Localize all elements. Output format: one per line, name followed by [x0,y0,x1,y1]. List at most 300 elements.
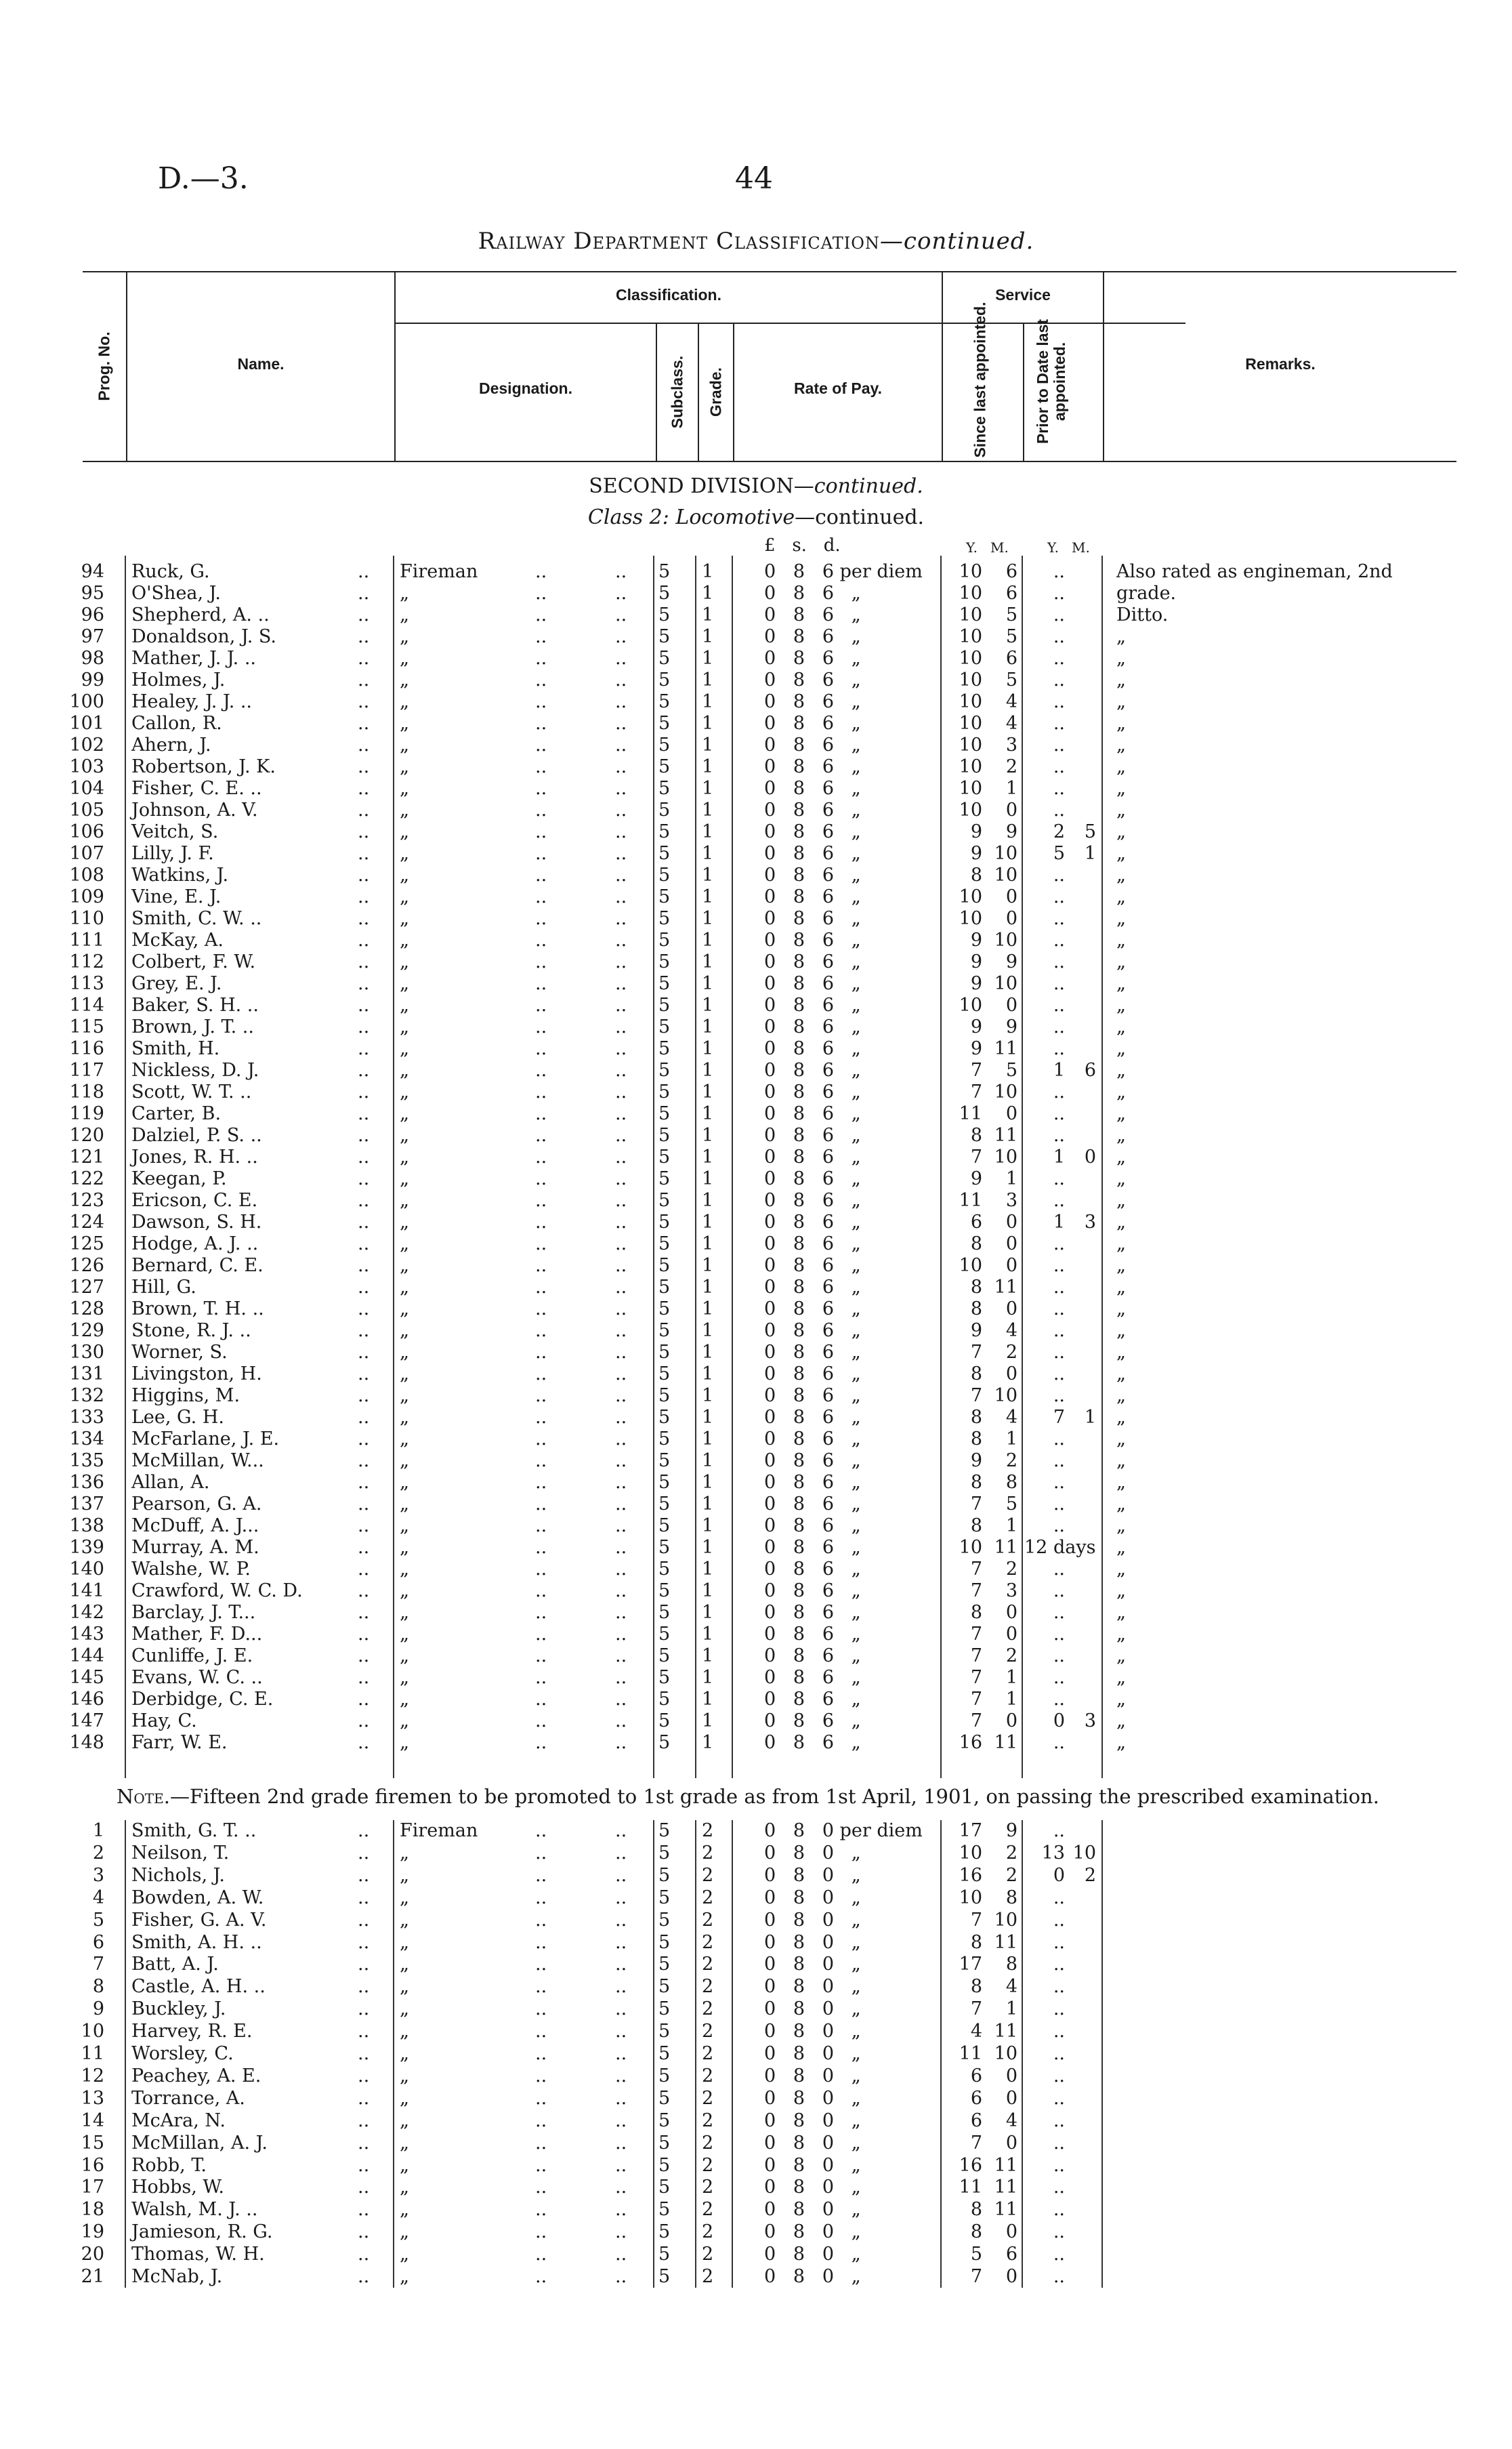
rate-of-pay: 0 8 0 „ [764,2199,861,2221]
leader-dots: .. [615,800,627,821]
rate-of-pay: 0 8 6 „ [764,583,861,604]
grade: 2 [702,2043,714,2064]
rate-of-pay: 0 8 0 „ [764,2177,861,2198]
person-name: Hodge, A. J. .. [131,1233,259,1254]
prior-months: 1 [1084,1407,1096,1428]
subclass: 5 [658,1645,671,1666]
rate-of-pay: 0 8 6 „ [764,1580,861,1601]
col-classification: Classification. [616,286,721,304]
since-months: 5 [1005,1060,1017,1081]
since-years: 10 [959,626,982,647]
leader-dots: .. [535,1016,547,1037]
subclass: 5 [658,2221,671,2243]
subclass: 5 [658,1602,671,1623]
rate-of-pay: 0 8 6 „ [764,908,861,929]
prior-units: Y. M. [1047,539,1090,556]
remarks: „ [1116,1038,1126,1059]
table-row [0,2021,1512,2042]
subclass: 5 [658,1732,671,1753]
designation: „ [400,2177,409,2198]
leader-dots: .. [535,2065,547,2086]
leader-dots: .. [358,1125,370,1146]
subclass: 5 [658,1277,671,1298]
person-name: Watkins, J. [131,865,229,886]
subclass: 5 [658,1147,671,1168]
person-name: Mather, F. D... [131,1624,263,1645]
remarks: „ [1116,1342,1126,1363]
grade: 1 [702,1710,714,1731]
leader-dots: .. [358,1820,370,1841]
leader-dots: .. [615,1820,627,1841]
designation: „ [400,800,409,821]
row-number: 128 [69,1298,104,1319]
designation: „ [400,2065,409,2086]
table-row [0,843,1512,865]
prior-years: .. [1053,648,1065,669]
rate-of-pay: 0 8 6 „ [764,1407,861,1428]
designation: „ [400,908,409,929]
rate-of-pay: 0 8 6 „ [764,626,861,647]
since-months: 1 [1005,1689,1017,1710]
leader-dots: .. [358,1342,370,1363]
leader-dots: .. [358,1082,370,1103]
grade: 1 [702,1624,714,1645]
leader-dots: .. [535,1385,547,1406]
subclass: 5 [658,604,671,625]
rate-of-pay: 0 8 6 „ [764,1212,861,1233]
since-months: 6 [1005,583,1017,604]
since-months: 0 [1005,1255,1017,1276]
prior-months: 3 [1084,1212,1096,1233]
leader-dots: .. [358,1954,370,1975]
subclass: 5 [658,821,671,842]
grade: 1 [702,1515,714,1536]
grade: 1 [702,604,714,625]
since-months: 0 [1005,1233,1017,1254]
subclass: 5 [658,713,671,734]
since-years: 10 [959,778,982,799]
table-row [0,1887,1512,1909]
row-number: 21 [81,2266,104,2287]
since-months: 9 [1005,1016,1017,1037]
row-number: 112 [69,951,104,972]
subclass: 5 [658,1515,671,1536]
rate-of-pay: 0 8 0 „ [764,1931,861,1953]
subclass: 5 [658,1887,671,1908]
designation: „ [400,2199,409,2221]
leader-dots: .. [358,2110,370,2131]
grade: 1 [702,1732,714,1753]
prior-years: .. [1053,800,1065,821]
leader-dots: .. [615,1407,627,1428]
prior-years: .. [1053,691,1065,712]
table-row [0,1472,1512,1494]
subclass: 5 [658,865,671,886]
designation: „ [400,1954,409,1975]
rate-of-pay: 0 8 0 „ [764,2065,861,2086]
table-row [0,778,1512,800]
table-row [0,1710,1512,1732]
since-months: 5 [1005,626,1017,647]
subclass: 5 [658,843,671,864]
rate-of-pay: 0 8 6 „ [764,1732,861,1753]
designation: „ [400,1103,409,1124]
rate-of-pay: 0 8 6 „ [764,1038,861,1059]
document-id: D.—3. [158,161,249,196]
row-number: 120 [69,1125,104,1146]
leader-dots: .. [535,1602,547,1623]
person-name: Brown, J. T. .. [131,1016,254,1037]
leader-dots: .. [615,1537,627,1558]
designation: „ [400,951,409,972]
table-row [0,1537,1512,1559]
leader-dots: .. [535,2154,547,2176]
leader-dots: .. [535,886,547,907]
prior-years: .. [1053,2177,1065,2198]
since-years: 8 [970,2221,982,2243]
leader-dots: .. [535,1667,547,1688]
grade: 1 [702,713,714,734]
remarks: „ [1116,1125,1126,1146]
prior-years: .. [1053,2087,1065,2109]
prior-years: .. [1053,626,1065,647]
since-years: 7 [970,1909,982,1931]
remarks: „ [1116,1732,1126,1753]
leader-dots: .. [615,756,627,777]
table-row [0,1843,1512,1864]
prior-years: .. [1053,930,1065,951]
grade: 2 [702,2065,714,2086]
leader-dots: .. [358,1559,370,1580]
table-row [0,1125,1512,1147]
rate-of-pay: 0 8 6 „ [764,1233,861,1254]
rate-of-pay: 0 8 6 „ [764,1342,861,1363]
since-months: 8 [1005,1887,1017,1908]
leader-dots: .. [615,1016,627,1037]
designation: „ [400,865,409,886]
since-months: 6 [1005,2244,1017,2265]
prior-years: .. [1053,1298,1065,1319]
grade: 1 [702,691,714,712]
rate-of-pay: 0 8 6 „ [764,1168,861,1189]
leader-dots: .. [358,1998,370,2020]
person-name: Barclay, J. T... [131,1602,256,1623]
prior-years: .. [1053,1168,1065,1189]
prior-years: .. [1053,2221,1065,2243]
remarks: „ [1116,1190,1126,1211]
rate-of-pay: 0 8 6 „ [764,1537,861,1558]
table-row [0,865,1512,886]
leader-dots: .. [535,1494,547,1515]
since-months: 11 [994,2154,1017,2176]
rate-of-pay: 0 8 6 „ [764,973,861,994]
since-years: 8 [970,1515,982,1536]
table-row [0,1998,1512,2020]
table-row [0,561,1512,583]
leader-dots: .. [615,1580,627,1601]
table-row [0,1016,1512,1038]
rate-of-pay: 0 8 6 „ [764,1645,861,1666]
row-number: 116 [69,1038,104,1059]
row-number: 117 [69,1060,104,1081]
person-name: Keegan, P. [131,1168,227,1189]
grade: 1 [702,670,714,691]
grade: 1 [702,1407,714,1428]
leader-dots: .. [615,626,627,647]
division-heading [0,474,1512,498]
grade: 2 [702,1976,714,1998]
remarks: „ [1116,1168,1126,1189]
leader-dots: .. [358,1450,370,1471]
since-months: 2 [1005,1645,1017,1666]
leader-dots: .. [358,1931,370,1953]
col-remarks: Remarks. [1245,355,1316,373]
grade: 1 [702,1385,714,1406]
remarks: „ [1116,1667,1126,1688]
rate-of-pay: 0 8 0 „ [764,2266,861,2287]
since-months: 11 [994,2021,1017,2042]
person-name: Murray, A. M. [131,1537,259,1558]
person-name: Dalziel, P. S. .. [131,1125,262,1146]
row-number: 144 [69,1645,104,1666]
grade: 1 [702,800,714,821]
since-months: 3 [1005,735,1017,756]
leader-dots: .. [615,648,627,669]
prior-years: .. [1053,1909,1065,1931]
leader-dots: .. [358,930,370,951]
row-number: 125 [69,1233,104,1254]
since-months: 11 [994,1732,1017,1753]
leader-dots: .. [535,1954,547,1975]
subclass: 5 [658,2199,671,2221]
since-months: 6 [1005,561,1017,582]
leader-dots: .. [535,2221,547,2243]
row-number: 8 [92,1976,104,1998]
designation: „ [400,1976,409,1998]
grade: 1 [702,1016,714,1037]
since-years: 10 [959,995,982,1016]
row-number: 110 [69,908,104,929]
remarks: „ [1116,821,1126,842]
person-name: McFarlane, J. E. [131,1428,280,1449]
designation: „ [400,821,409,842]
leader-dots: .. [615,973,627,994]
designation: „ [400,1931,409,1953]
table-row [0,908,1512,930]
leader-dots: .. [535,1233,547,1254]
designation: „ [400,2266,409,2287]
person-name: Castle, A. H. .. [131,1976,266,1998]
row-number: 142 [69,1602,104,1623]
row-number: 2 [92,1842,104,1864]
rate-of-pay: 0 8 6 „ [764,1363,861,1384]
leader-dots: .. [358,583,370,604]
row-number: 107 [69,843,104,864]
since-years: 10 [959,1537,982,1558]
designation: „ [400,1580,409,1601]
table-row [0,1233,1512,1255]
prior-years: .. [1053,995,1065,1016]
leader-dots: .. [535,1909,547,1931]
since-months: 11 [994,1125,1017,1146]
row-number: 121 [69,1147,104,1168]
rate-of-pay: 0 8 6 per diem [764,561,923,582]
rate-of-pay: 0 8 6 „ [764,1277,861,1298]
prior-years: .. [1053,713,1065,734]
prior-years: 0 [1053,1710,1065,1731]
rate-of-pay: 0 8 6 „ [764,1190,861,1211]
since-months: 4 [1005,691,1017,712]
since-months: 10 [994,1147,1017,1168]
leader-dots: .. [358,604,370,625]
remarks: „ [1116,778,1126,799]
table-row [0,1060,1512,1082]
col-grade: Grade. [707,367,725,417]
remarks: „ [1116,1255,1126,1276]
leader-dots: .. [358,2132,370,2154]
leader-dots: .. [358,2043,370,2064]
leader-dots: .. [535,1190,547,1211]
row-number: 135 [69,1450,104,1471]
since-months: 2 [1005,1342,1017,1363]
subclass: 5 [658,756,671,777]
since-months: 9 [1005,1820,1017,1841]
row-number: 17 [81,2177,104,2198]
rate-of-pay: 0 8 6 „ [764,1515,861,1536]
designation: „ [400,691,409,712]
prior-years: .. [1053,1559,1065,1580]
subclass: 5 [658,1998,671,2020]
since-months: 0 [1005,2087,1017,2109]
leader-dots: .. [358,778,370,799]
leader-dots: .. [615,1624,627,1645]
remarks: grade. [1116,583,1177,604]
person-name: Pearson, G. A. [131,1494,262,1515]
grade: 2 [702,1842,714,1864]
leader-dots: .. [358,2199,370,2221]
grade: 1 [702,1212,714,1233]
subclass: 5 [658,691,671,712]
person-name: Vine, E. J. [131,886,222,907]
since-years: 9 [970,1450,982,1471]
since-months: 11 [994,2177,1017,2198]
grade: 1 [702,951,714,972]
grade: 1 [702,735,714,756]
grade: 1 [702,865,714,886]
table-row [0,2043,1512,2065]
since-months: 10 [994,930,1017,951]
since-years: 7 [970,1147,982,1168]
grade: 1 [702,843,714,864]
remarks: „ [1116,1624,1126,1645]
person-name: Walsh, M. J. .. [131,2199,258,2221]
table-row [0,2133,1512,2154]
person-name: Torrance, A. [131,2087,245,2109]
subclass: 5 [658,583,671,604]
rate-of-pay: 0 8 6 „ [764,1298,861,1319]
person-name: Veitch, S. [131,821,219,842]
person-name: Scott, W. T. .. [131,1082,252,1103]
leader-dots: .. [535,1580,547,1601]
grade: 1 [702,821,714,842]
leader-dots: .. [615,1887,627,1908]
since-months: 10 [994,2043,1017,2064]
subclass: 5 [658,1320,671,1341]
table-row [0,1645,1512,1667]
table-row [0,1212,1512,1233]
since-months: 0 [1005,1710,1017,1731]
rate-of-pay: 0 8 6 „ [764,1602,861,1623]
leader-dots: .. [358,908,370,929]
remarks: „ [1116,1407,1126,1428]
prior-years: .. [1053,1887,1065,1908]
prior-years: .. [1053,1580,1065,1601]
leader-dots: .. [358,1645,370,1666]
table-row [0,1624,1512,1645]
row-number: 94 [81,561,104,582]
leader-dots: .. [358,1602,370,1623]
row-number: 111 [69,930,104,951]
prior-months: 5 [1084,821,1096,842]
rate-of-pay: 0 8 6 „ [764,1667,861,1688]
designation: „ [400,2221,409,2243]
remarks: „ [1116,1494,1126,1515]
row-number: 10 [81,2021,104,2042]
since-years: 16 [959,2154,982,2176]
person-name: Shepherd, A. .. [131,604,270,625]
designation: „ [400,1233,409,1254]
since-years: 9 [970,1038,982,1059]
table-row [0,670,1512,691]
rate-of-pay: 0 8 0 „ [764,1909,861,1931]
prior-years: .. [1053,2021,1065,2042]
leader-dots: .. [358,843,370,864]
designation: „ [400,713,409,734]
row-number: 16 [81,2154,104,2176]
table-row [0,973,1512,995]
table-row [0,756,1512,778]
person-name: Neilson, T. [131,1842,230,1864]
person-name: Stone, R. J. .. [131,1320,251,1341]
table-row [0,1976,1512,1998]
since-years: 8 [970,1931,982,1953]
table-row [0,821,1512,843]
person-name: McNab, J. [131,2266,223,2287]
leader-dots: .. [615,691,627,712]
row-number: 9 [92,1998,104,2020]
since-months: 0 [1005,2266,1017,2287]
designation: „ [400,1602,409,1623]
subclass: 5 [658,1710,671,1731]
row-number: 20 [81,2244,104,2265]
remarks: „ [1116,691,1126,712]
rate-of-pay: 0 8 6 „ [764,1450,861,1471]
table-row [0,1689,1512,1710]
rate-of-pay: 0 8 0 „ [764,1998,861,2020]
grade: 1 [702,1363,714,1384]
rate-of-pay: 0 8 6 „ [764,1385,861,1406]
subclass: 5 [658,1233,671,1254]
table-row [0,951,1512,973]
table-row [0,930,1512,951]
designation: „ [400,1428,409,1449]
leader-dots: .. [535,1060,547,1081]
leader-dots: .. [358,1624,370,1645]
leader-dots: .. [535,604,547,625]
remarks: „ [1116,1559,1126,1580]
person-name: Livingston, H. [131,1363,262,1384]
prior-years: .. [1053,2110,1065,2131]
